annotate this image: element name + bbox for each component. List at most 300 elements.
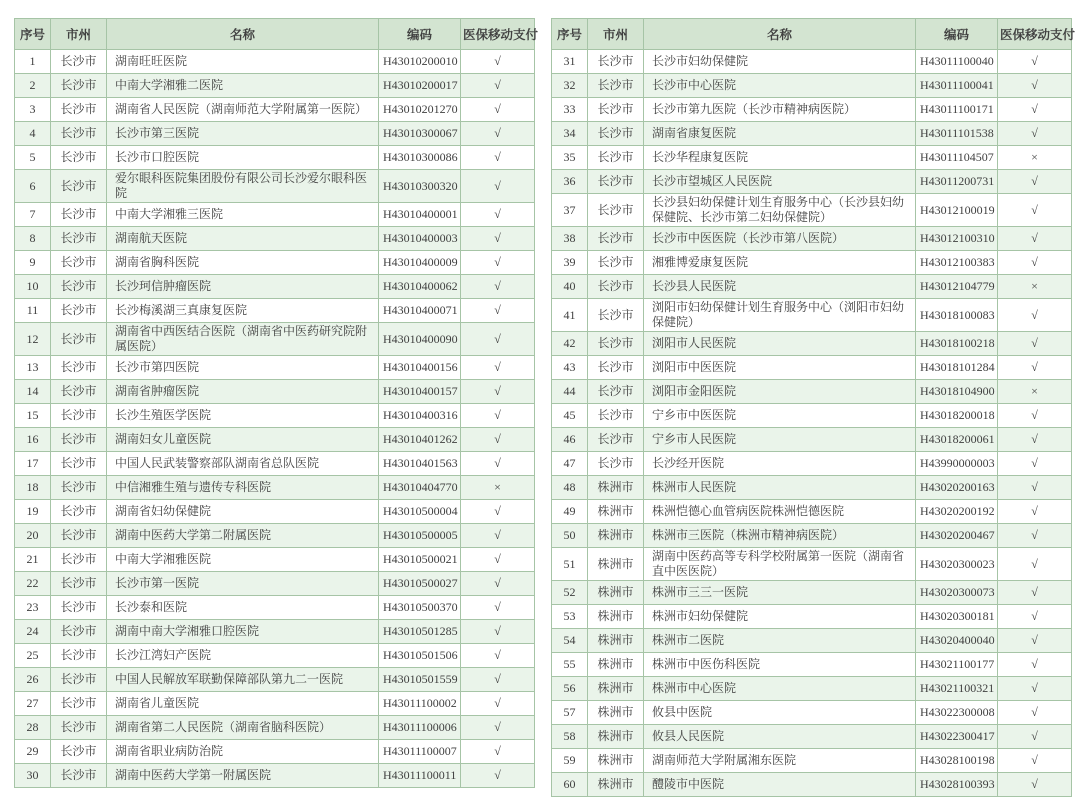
row-number-cell: 50 (552, 524, 588, 548)
hospital-name-cell: 湖南省儿童医院 (107, 692, 379, 716)
table-row (15, 203, 535, 227)
city-cell: 长沙市 (51, 692, 107, 716)
city-cell: 株洲市 (588, 629, 644, 653)
hospital-name-cell: 醴陵市中医院 (644, 773, 916, 797)
table-row (15, 323, 535, 356)
row-number-cell: 43 (552, 356, 588, 380)
city-cell: 长沙市 (51, 356, 107, 380)
row-number-cell: 39 (552, 251, 588, 275)
hospital-name-cell: 浏阳市妇幼保健计划生育服务中心（浏阳市妇幼保健院） (644, 299, 916, 332)
table-row (552, 605, 1072, 629)
payment-status-cell: × (998, 275, 1072, 299)
row-number-cell: 3 (15, 98, 51, 122)
table-row (15, 716, 535, 740)
table-row (15, 644, 535, 668)
payment-status-cell: √ (461, 692, 535, 716)
row-number-cell: 33 (552, 98, 588, 122)
row-number-cell: 29 (15, 740, 51, 764)
code-cell: H43018200061 (916, 428, 998, 452)
code-cell: H43010201270 (379, 98, 461, 122)
code-cell: H43010401563 (379, 452, 461, 476)
payment-status-cell: √ (998, 194, 1072, 227)
column-header: 编码 (916, 19, 998, 50)
city-cell: 长沙市 (51, 74, 107, 98)
payment-status-cell: √ (461, 404, 535, 428)
table-row (552, 653, 1072, 677)
hospital-name-cell: 湖南中医药高等专科学校附属第一医院（湖南省直中医医院） (644, 548, 916, 581)
city-cell: 长沙市 (588, 380, 644, 404)
column-header: 市州 (588, 19, 644, 50)
row-number-cell: 15 (15, 404, 51, 428)
column-header: 序号 (552, 19, 588, 50)
hospital-name-cell: 株洲市中医伤科医院 (644, 653, 916, 677)
table-row (15, 452, 535, 476)
row-number-cell: 25 (15, 644, 51, 668)
code-cell: H43010400071 (379, 299, 461, 323)
table-row (15, 275, 535, 299)
table-row (15, 227, 535, 251)
city-cell: 长沙市 (51, 452, 107, 476)
hospital-name-cell: 宁乡市人民医院 (644, 428, 916, 452)
column-header: 名称 (107, 19, 379, 50)
code-cell: H43028100393 (916, 773, 998, 797)
code-cell: H43020200467 (916, 524, 998, 548)
code-cell: H43010500004 (379, 500, 461, 524)
hospital-name-cell: 长沙市望城区人民医院 (644, 170, 916, 194)
table-row (15, 668, 535, 692)
column-header: 编码 (379, 19, 461, 50)
table-row (552, 170, 1072, 194)
hospital-name-cell: 长沙市口腔医院 (107, 146, 379, 170)
table-row (552, 677, 1072, 701)
hospital-name-cell: 长沙市第四医院 (107, 356, 379, 380)
code-cell: H43010404770 (379, 476, 461, 500)
code-cell: H43018200018 (916, 404, 998, 428)
table-row (552, 548, 1072, 581)
payment-status-cell: × (998, 380, 1072, 404)
hospital-name-cell: 湖南省职业病防治院 (107, 740, 379, 764)
code-cell: H43020200163 (916, 476, 998, 500)
table-row (552, 725, 1072, 749)
city-cell: 长沙市 (51, 50, 107, 74)
table-row (552, 428, 1072, 452)
row-number-cell: 23 (15, 596, 51, 620)
table-row (552, 332, 1072, 356)
payment-status-cell: √ (461, 356, 535, 380)
city-cell: 长沙市 (51, 620, 107, 644)
table-row (552, 581, 1072, 605)
table-row (552, 476, 1072, 500)
header-row (552, 19, 1072, 50)
city-cell: 长沙市 (588, 404, 644, 428)
hospital-name-cell: 长沙市中医医院（长沙市第八医院） (644, 227, 916, 251)
hospital-name-cell: 湖南省胸科医院 (107, 251, 379, 275)
city-cell: 株洲市 (588, 677, 644, 701)
table-header-left (15, 19, 539, 50)
hospital-name-cell: 长沙江湾妇产医院 (107, 644, 379, 668)
code-cell: H43028100198 (916, 749, 998, 773)
table-row (552, 194, 1072, 227)
table-row (552, 146, 1072, 170)
code-cell: H43020300073 (916, 581, 998, 605)
payment-status-cell: √ (461, 227, 535, 251)
row-number-cell: 10 (15, 275, 51, 299)
payment-status-cell: √ (461, 146, 535, 170)
city-cell: 长沙市 (51, 203, 107, 227)
code-cell: H43011100007 (379, 740, 461, 764)
hospital-name-cell: 湖南航天医院 (107, 227, 379, 251)
table-row (15, 380, 535, 404)
code-cell: H43021100321 (916, 677, 998, 701)
payment-status-cell: √ (998, 500, 1072, 524)
city-cell: 长沙市 (51, 644, 107, 668)
city-cell: 株洲市 (588, 500, 644, 524)
hospital-table-left (14, 18, 539, 788)
hospital-name-cell: 中国人民解放军联勤保障部队第九二一医院 (107, 668, 379, 692)
city-cell: 株洲市 (588, 524, 644, 548)
hospital-name-cell: 中南大学湘雅二医院 (107, 74, 379, 98)
table-row (15, 428, 535, 452)
table-row (552, 98, 1072, 122)
row-number-cell: 51 (552, 548, 588, 581)
row-number-cell: 1 (15, 50, 51, 74)
header-row (15, 19, 535, 50)
city-cell: 长沙市 (588, 452, 644, 476)
payment-status-cell: √ (998, 122, 1072, 146)
table-row (552, 299, 1072, 332)
hospital-name-cell: 株洲恺德心血管病医院株洲恺德医院 (644, 500, 916, 524)
city-cell: 长沙市 (588, 98, 644, 122)
hospital-name-cell: 长沙经开医院 (644, 452, 916, 476)
city-cell: 长沙市 (51, 428, 107, 452)
city-cell: 长沙市 (51, 596, 107, 620)
code-cell: H43018104900 (916, 380, 998, 404)
column-header: 序号 (15, 19, 51, 50)
code-cell: H43012100019 (916, 194, 998, 227)
row-number-cell: 31 (552, 50, 588, 74)
row-number-cell: 7 (15, 203, 51, 227)
city-cell: 株洲市 (588, 605, 644, 629)
table-row (15, 620, 535, 644)
city-cell: 长沙市 (51, 476, 107, 500)
row-number-cell: 58 (552, 725, 588, 749)
column-header: 医保移动支付 (461, 19, 535, 50)
table-row (552, 773, 1072, 797)
code-cell: H43010300320 (379, 170, 461, 203)
code-cell: H43010200017 (379, 74, 461, 98)
code-cell: H43010401262 (379, 428, 461, 452)
code-cell: H43010501285 (379, 620, 461, 644)
code-cell: H43012104779 (916, 275, 998, 299)
hospital-name-cell: 湖南省人民医院（湖南师范大学附属第一医院） (107, 98, 379, 122)
payment-status-cell: √ (461, 251, 535, 275)
hospital-name-cell: 长沙华程康复医院 (644, 146, 916, 170)
hospital-name-cell: 株洲市妇幼保健院 (644, 605, 916, 629)
code-cell: H43020400040 (916, 629, 998, 653)
table-row (552, 227, 1072, 251)
table-row (15, 764, 535, 788)
city-cell: 长沙市 (51, 500, 107, 524)
hospital-name-cell: 湖南中医药大学第二附属医院 (107, 524, 379, 548)
hospital-name-cell: 爱尔眼科医院集团股份有限公司长沙爱尔眼科医院 (107, 170, 379, 203)
hospital-name-cell: 长沙生殖医学医院 (107, 404, 379, 428)
hospital-name-cell: 湖南中医药大学第一附属医院 (107, 764, 379, 788)
table-row (552, 452, 1072, 476)
row-number-cell: 55 (552, 653, 588, 677)
table-row (552, 380, 1072, 404)
code-cell: H43990000003 (916, 452, 998, 476)
table-row (15, 404, 535, 428)
payment-status-cell: √ (998, 476, 1072, 500)
hospital-name-cell: 浏阳市金阳医院 (644, 380, 916, 404)
code-cell: H43022300008 (916, 701, 998, 725)
payment-status-cell: √ (998, 725, 1072, 749)
hospital-name-cell: 株洲市二医院 (644, 629, 916, 653)
city-cell: 长沙市 (51, 572, 107, 596)
table-row (15, 692, 535, 716)
city-cell: 株洲市 (588, 773, 644, 797)
hospital-name-cell: 长沙市第九医院（长沙市精神病医院） (644, 98, 916, 122)
code-cell: H43010500005 (379, 524, 461, 548)
hospital-name-cell: 湖南旺旺医院 (107, 50, 379, 74)
table-row (552, 122, 1072, 146)
hospital-name-cell: 宁乡市中医医院 (644, 404, 916, 428)
payment-status-cell: √ (461, 764, 535, 788)
row-number-cell: 42 (552, 332, 588, 356)
code-cell: H43018101284 (916, 356, 998, 380)
code-cell: H43011101538 (916, 122, 998, 146)
city-cell: 长沙市 (51, 668, 107, 692)
payment-status-cell: √ (998, 773, 1072, 797)
row-number-cell: 40 (552, 275, 588, 299)
code-cell: H43011100040 (916, 50, 998, 74)
payment-status-cell: √ (998, 98, 1072, 122)
city-cell: 长沙市 (51, 122, 107, 146)
table-row (15, 122, 535, 146)
city-cell: 长沙市 (51, 716, 107, 740)
code-cell: H43010500021 (379, 548, 461, 572)
city-cell: 株洲市 (588, 548, 644, 581)
row-number-cell: 34 (552, 122, 588, 146)
hospital-name-cell: 浏阳市中医医院 (644, 356, 916, 380)
code-cell: H43011100041 (916, 74, 998, 98)
table-row (15, 98, 535, 122)
payment-status-cell: √ (998, 749, 1072, 773)
city-cell: 株洲市 (588, 476, 644, 500)
city-cell: 株洲市 (588, 701, 644, 725)
row-number-cell: 47 (552, 452, 588, 476)
code-cell: H43010400156 (379, 356, 461, 380)
payment-status-cell: √ (998, 170, 1072, 194)
payment-status-cell: √ (998, 653, 1072, 677)
row-number-cell: 8 (15, 227, 51, 251)
city-cell: 长沙市 (51, 170, 107, 203)
code-cell: H43010400009 (379, 251, 461, 275)
hospital-name-cell: 长沙县妇幼保健计划生育服务中心（长沙县妇幼保健院、长沙市第二妇幼保健院） (644, 194, 916, 227)
row-number-cell: 53 (552, 605, 588, 629)
row-number-cell: 60 (552, 773, 588, 797)
code-cell: H43011200731 (916, 170, 998, 194)
code-cell: H43022300417 (916, 725, 998, 749)
payment-status-cell: √ (461, 500, 535, 524)
hospital-name-cell: 株洲市三医院（株洲市精神病医院） (644, 524, 916, 548)
hospital-name-cell: 湖南师范大学附属湘东医院 (644, 749, 916, 773)
city-cell: 株洲市 (588, 749, 644, 773)
row-number-cell: 57 (552, 701, 588, 725)
city-cell: 长沙市 (51, 323, 107, 356)
table-row (552, 251, 1072, 275)
payment-status-cell: √ (998, 677, 1072, 701)
payment-status-cell: √ (998, 629, 1072, 653)
code-cell: H43010500370 (379, 596, 461, 620)
hospital-name-cell: 湖南省肿瘤医院 (107, 380, 379, 404)
payment-status-cell: √ (461, 299, 535, 323)
row-number-cell: 22 (15, 572, 51, 596)
hospital-name-cell: 中国人民武装警察部队湖南省总队医院 (107, 452, 379, 476)
code-cell: H43012100383 (916, 251, 998, 275)
payment-status-cell: √ (998, 299, 1072, 332)
row-number-cell: 26 (15, 668, 51, 692)
payment-status-cell: √ (461, 122, 535, 146)
payment-status-cell: √ (461, 50, 535, 74)
city-cell: 长沙市 (588, 146, 644, 170)
city-cell: 长沙市 (51, 227, 107, 251)
table-row (15, 476, 535, 500)
city-cell: 长沙市 (588, 50, 644, 74)
hospital-name-cell: 长沙市妇幼保健院 (644, 50, 916, 74)
payment-status-cell: √ (461, 644, 535, 668)
payment-status-cell: √ (998, 428, 1072, 452)
row-number-cell: 13 (15, 356, 51, 380)
payment-status-cell: √ (998, 227, 1072, 251)
row-number-cell: 24 (15, 620, 51, 644)
city-cell: 长沙市 (51, 251, 107, 275)
code-cell: H43010400003 (379, 227, 461, 251)
hospital-name-cell: 湖南省妇幼保健院 (107, 500, 379, 524)
hospital-name-cell: 湖南省中西医结合医院（湖南省中医药研究院附属医院） (107, 323, 379, 356)
city-cell: 长沙市 (51, 275, 107, 299)
code-cell: H43018100083 (916, 299, 998, 332)
payment-status-cell: √ (998, 251, 1072, 275)
city-cell: 长沙市 (588, 428, 644, 452)
code-cell: H43010500027 (379, 572, 461, 596)
code-cell: H43011104507 (916, 146, 998, 170)
row-number-cell: 35 (552, 146, 588, 170)
hospital-name-cell: 长沙珂信肿瘤医院 (107, 275, 379, 299)
table-row (15, 548, 535, 572)
payment-status-cell: √ (461, 620, 535, 644)
payment-status-cell: √ (998, 452, 1072, 476)
row-number-cell: 36 (552, 170, 588, 194)
row-number-cell: 28 (15, 716, 51, 740)
table-row (552, 524, 1072, 548)
payment-status-cell: √ (998, 74, 1072, 98)
city-cell: 长沙市 (588, 170, 644, 194)
hospital-name-cell: 株洲市三三一医院 (644, 581, 916, 605)
payment-status-cell: √ (461, 596, 535, 620)
row-number-cell: 2 (15, 74, 51, 98)
payment-status-cell: √ (461, 203, 535, 227)
row-number-cell: 14 (15, 380, 51, 404)
column-header: 医保移动支付 (998, 19, 1072, 50)
code-cell: H43010300067 (379, 122, 461, 146)
city-cell: 长沙市 (588, 122, 644, 146)
row-number-cell: 44 (552, 380, 588, 404)
row-number-cell: 46 (552, 428, 588, 452)
hospital-name-cell: 长沙县人民医院 (644, 275, 916, 299)
row-number-cell: 6 (15, 170, 51, 203)
hospital-name-cell: 长沙泰和医院 (107, 596, 379, 620)
city-cell: 长沙市 (51, 740, 107, 764)
code-cell: H43010400316 (379, 404, 461, 428)
table-row (15, 596, 535, 620)
row-number-cell: 32 (552, 74, 588, 98)
hospital-name-cell: 中信湘雅生殖与遗传专科医院 (107, 476, 379, 500)
table-row (15, 299, 535, 323)
payment-status-cell: √ (461, 275, 535, 299)
table-row (15, 50, 535, 74)
table-row (15, 500, 535, 524)
row-number-cell: 21 (15, 548, 51, 572)
row-number-cell: 41 (552, 299, 588, 332)
city-cell: 长沙市 (588, 332, 644, 356)
row-number-cell: 56 (552, 677, 588, 701)
hospital-name-cell: 湖南省第二人民医院（湖南省脑科医院） (107, 716, 379, 740)
city-cell: 长沙市 (588, 275, 644, 299)
payment-status-cell: √ (998, 404, 1072, 428)
hospital-name-cell: 湖南妇女儿童医院 (107, 428, 379, 452)
table-row (552, 50, 1072, 74)
city-cell: 长沙市 (51, 548, 107, 572)
hospital-name-cell: 长沙市第三医院 (107, 122, 379, 146)
payment-status-cell: √ (461, 74, 535, 98)
column-header: 市州 (51, 19, 107, 50)
city-cell: 长沙市 (51, 146, 107, 170)
city-cell: 株洲市 (588, 581, 644, 605)
hospital-table-right (551, 18, 1076, 797)
code-cell: H43010200010 (379, 50, 461, 74)
city-cell: 长沙市 (51, 764, 107, 788)
payment-status-cell: √ (998, 332, 1072, 356)
payment-status-cell: √ (461, 98, 535, 122)
payment-status-cell: × (461, 476, 535, 500)
row-number-cell: 49 (552, 500, 588, 524)
city-cell: 长沙市 (51, 98, 107, 122)
payment-status-cell: √ (461, 572, 535, 596)
payment-status-cell: √ (998, 356, 1072, 380)
payment-status-cell: √ (461, 716, 535, 740)
city-cell: 株洲市 (588, 725, 644, 749)
hospital-name-cell: 湖南中南大学湘雅口腔医院 (107, 620, 379, 644)
city-cell: 长沙市 (51, 524, 107, 548)
code-cell: H43020200192 (916, 500, 998, 524)
payment-status-cell: × (998, 146, 1072, 170)
row-number-cell: 5 (15, 146, 51, 170)
row-number-cell: 11 (15, 299, 51, 323)
table-row (552, 356, 1072, 380)
code-cell: H43011100171 (916, 98, 998, 122)
table-row (552, 701, 1072, 725)
payment-status-cell: √ (461, 668, 535, 692)
table-row (15, 524, 535, 548)
code-cell: H43010400062 (379, 275, 461, 299)
row-number-cell: 16 (15, 428, 51, 452)
hospital-name-cell: 长沙市第一医院 (107, 572, 379, 596)
hospital-name-cell: 湖南省康复医院 (644, 122, 916, 146)
row-number-cell: 18 (15, 476, 51, 500)
code-cell: H43011100011 (379, 764, 461, 788)
table-row (15, 740, 535, 764)
